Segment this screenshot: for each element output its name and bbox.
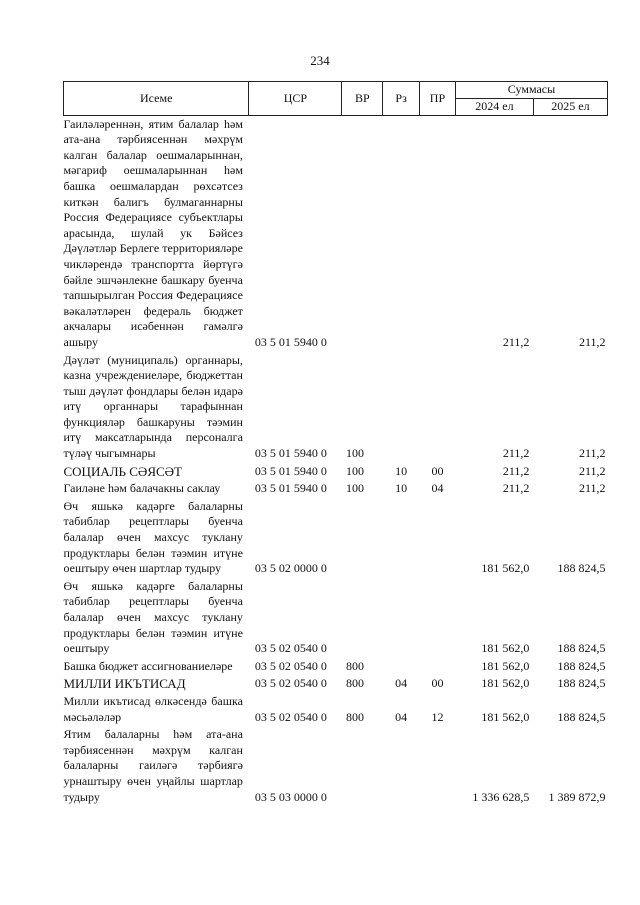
- row-sum-2025: 211,2: [578, 334, 606, 349]
- row-vr: 100: [345, 463, 364, 478]
- row-csr: 03 5 02 0540 0: [254, 641, 327, 656]
- row-csr: 03 5 01 5940 0: [254, 446, 327, 461]
- row-name: Өч яшькә кадәрге балаларны табиблар рецептлары буенча балалар өчен махсус туклану продуктлары белән тәэмин итүне оештыру: [63, 578, 243, 656]
- header-sums: Суммасы: [455, 82, 607, 99]
- row-sum-2025: 188 824,5: [557, 709, 606, 724]
- row-name: Гаиләне һәм балачакны саклау: [63, 481, 221, 496]
- row-name: СОЦИАЛЬ СӘЯСӘТ: [63, 463, 182, 479]
- row-csr: 03 5 01 5940 0: [254, 481, 327, 496]
- row-sum-2024: 181 562,0: [481, 676, 530, 691]
- row-rz: [383, 658, 420, 676]
- row-vr: 800: [345, 658, 364, 673]
- header-year-2024: 2024 ел: [455, 99, 533, 116]
- row-rz: [383, 578, 420, 658]
- row-csr: 03 5 02 0540 0: [254, 658, 327, 673]
- row-sum-2024: 181 562,0: [481, 561, 530, 576]
- row-sum-2024: 181 562,0: [481, 709, 530, 724]
- row-sum-2025: 188 824,5: [557, 658, 606, 673]
- header-vr: ВР: [342, 82, 383, 116]
- row-pr: [419, 578, 455, 658]
- table-row: [64, 498, 608, 578]
- row-rz: [383, 352, 420, 463]
- table-body: [64, 115, 608, 806]
- row-name: Милли икътисад өлкәсендә башка мәсьәләләр: [63, 693, 243, 724]
- row-pr: [419, 115, 455, 351]
- row-sum-2025: 188 824,5: [557, 641, 606, 656]
- table-row: [64, 693, 608, 726]
- row-vr: 100: [345, 446, 364, 461]
- row-vr: 800: [345, 676, 364, 691]
- row-pr: [419, 352, 455, 463]
- table-row: [64, 463, 608, 481]
- budget-table: [63, 81, 608, 806]
- row-csr: 03 5 03 0000 0: [254, 789, 327, 804]
- row-sum-2025: 188 824,5: [557, 561, 606, 576]
- row-sum-2025: 211,2: [578, 481, 606, 496]
- row-pr: [419, 726, 455, 806]
- table-row: [64, 658, 608, 676]
- row-csr: 03 5 02 0540 0: [254, 676, 327, 691]
- row-sum-2024: 1 336 628,5: [472, 789, 530, 804]
- row-pr: [419, 658, 455, 676]
- table-header: [64, 82, 608, 116]
- row-sum-2024: 211,2: [502, 481, 530, 496]
- row-csr: 03 5 02 0540 0: [254, 709, 327, 724]
- row-pr: 00: [431, 676, 444, 691]
- row-rz: [383, 498, 420, 578]
- table-row: [64, 115, 608, 351]
- row-vr: [342, 115, 383, 351]
- row-name: МИЛЛИ ИКЪТИСАД: [63, 676, 186, 692]
- row-sum-2025: 1 389 872,9: [548, 789, 606, 804]
- row-sum-2024: 211,2: [502, 334, 530, 349]
- row-name: Ятим балаларны һәм ата-ана тәрбиясеннән мәхрүм калган балаларны гаиләгә тәрбиягә урнаштыру өчен уңайлы шартлар тудыру: [63, 727, 243, 804]
- table-row: [64, 675, 608, 693]
- row-rz: 04: [395, 709, 408, 724]
- row-csr: 03 5 01 5940 0: [254, 463, 327, 478]
- row-rz: 04: [395, 676, 408, 691]
- row-csr: 03 5 02 0000 0: [254, 561, 327, 576]
- row-pr: [419, 498, 455, 578]
- row-vr: [342, 578, 383, 658]
- page-number: 234: [310, 53, 330, 68]
- row-sum-2025: 211,2: [578, 463, 606, 478]
- table-row: [64, 352, 608, 463]
- row-vr: 100: [345, 481, 364, 496]
- row-sum-2025: 188 824,5: [557, 676, 606, 691]
- row-rz: [383, 726, 420, 806]
- header-csr: ЦСР: [249, 82, 342, 116]
- row-vr: 800: [345, 709, 364, 724]
- row-vr: [342, 498, 383, 578]
- row-vr: [342, 726, 383, 806]
- table-row: [64, 726, 608, 806]
- row-sum-2024: 181 562,0: [481, 641, 530, 656]
- row-csr: 03 5 01 5940 0: [254, 334, 327, 349]
- row-pr: 04: [431, 481, 444, 496]
- table-row: [64, 578, 608, 658]
- row-rz: 10: [395, 481, 408, 496]
- header-rz: Рз: [383, 82, 420, 116]
- header-name: Исеме: [64, 82, 249, 116]
- row-sum-2024: 211,2: [502, 463, 530, 478]
- row-name: Гаиләләреннән, ятим балалар һәм ата-ана тәрбиясеннән мәхрүм калган балалар оешмаларыннан, мәгариф оешмаларыннан һәм башка оешмалардан рөхсәтсез киткән балигъ булмаганнарны Россия Федерациясе субъектлары арасында, шулай ук Бәйсез Дәүләтләр Берлеге территорияләре чикләрендә транспортта йөртүгә бәйле эшчәнлекне башкару буенча тапшырылган Россия Федерациясе вәкаләтләрен федераль бюджет акчалары исәбеннән гамәлгә ашыру: [63, 116, 243, 349]
- row-rz: 10: [395, 463, 408, 478]
- row-pr: 12: [431, 709, 444, 724]
- header-year-2025: 2025 ел: [533, 99, 607, 116]
- row-rz: [383, 115, 420, 351]
- row-pr: 00: [431, 463, 444, 478]
- row-name: Башка бюджет ассигнованиеләре: [63, 658, 233, 673]
- row-sum-2024: 211,2: [502, 446, 530, 461]
- header-pr: ПР: [419, 82, 455, 116]
- table-row: [64, 480, 608, 498]
- row-sum-2024: 181 562,0: [481, 658, 530, 673]
- row-name: Дәүләт (муниципаль) органнары, казна учреждениеләре, бюджеттан тыш дәүләт фондлары белән идарә итү органнары тарафыннан функцияләр башкаруны тәэмин итү максатларында персоналга түләү чыгымнары: [63, 352, 243, 461]
- row-name: Өч яшькә кадәрге балаларны табиблар рецептлары буенча балалар өчен махсус туклану продуктлары белән тәэмин итүне оештыру өчен шартлар тудыру: [63, 498, 243, 576]
- row-sum-2025: 211,2: [578, 446, 606, 461]
